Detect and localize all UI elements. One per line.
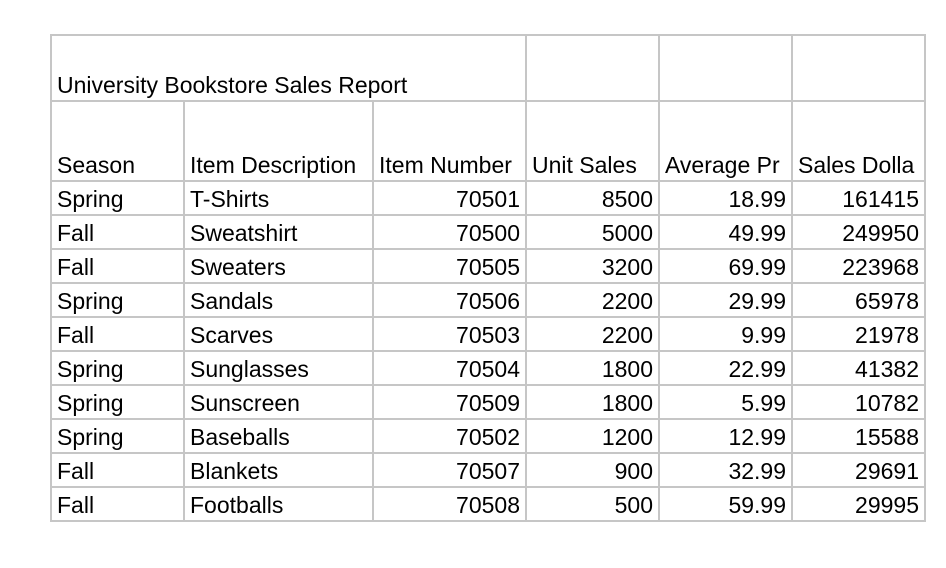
table-row [51,249,925,283]
table-row [51,317,925,351]
title-row [51,35,925,101]
item-description-cell[interactable]: Sunglasses [184,351,373,385]
item-description-cell[interactable]: Sweaters [184,249,373,283]
unit-sales-cell[interactable]: 1200 [526,419,659,453]
item-number-cell[interactable]: 70500 [373,215,526,249]
season-cell[interactable]: Fall [51,215,184,249]
season-cell[interactable]: Spring [51,419,184,453]
header-season[interactable]: Season [51,101,184,181]
unit-sales-cell[interactable]: 1800 [526,385,659,419]
table-row [51,419,925,453]
table-row [51,283,925,317]
item-number-cell[interactable]: 70506 [373,283,526,317]
item-description-cell[interactable]: Baseballs [184,419,373,453]
unit-sales-cell[interactable]: 1800 [526,351,659,385]
unit-sales-cell[interactable]: 3200 [526,249,659,283]
item-number-cell[interactable]: 70509 [373,385,526,419]
season-cell[interactable]: Spring [51,181,184,215]
average-price-cell[interactable]: 49.99 [659,215,792,249]
season-cell[interactable]: Fall [51,453,184,487]
unit-sales-cell[interactable]: 900 [526,453,659,487]
item-description-cell[interactable]: Footballs [184,487,373,521]
item-description-cell[interactable]: Blankets [184,453,373,487]
empty-cell[interactable] [526,35,659,101]
season-cell[interactable]: Fall [51,317,184,351]
item-description-cell[interactable]: Sweatshirt [184,215,373,249]
average-price-cell[interactable]: 12.99 [659,419,792,453]
average-price-cell[interactable]: 59.99 [659,487,792,521]
unit-sales-cell[interactable]: 8500 [526,181,659,215]
sales-dollars-cell[interactable]: 223968 [792,249,925,283]
season-cell[interactable]: Spring [51,385,184,419]
unit-sales-cell[interactable]: 2200 [526,283,659,317]
sales-dollars-cell[interactable]: 65978 [792,283,925,317]
unit-sales-cell[interactable]: 2200 [526,317,659,351]
item-description-cell[interactable]: T-Shirts [184,181,373,215]
table-row [51,351,925,385]
item-number-cell[interactable]: 70505 [373,249,526,283]
unit-sales-cell[interactable]: 500 [526,487,659,521]
item-number-cell[interactable]: 70507 [373,453,526,487]
unit-sales-cell[interactable]: 5000 [526,215,659,249]
table-row [51,453,925,487]
average-price-cell[interactable]: 29.99 [659,283,792,317]
sales-dollars-cell[interactable]: 15588 [792,419,925,453]
average-price-cell[interactable]: 18.99 [659,181,792,215]
season-cell[interactable]: Spring [51,351,184,385]
sales-dollars-cell[interactable]: 10782 [792,385,925,419]
header-item-number[interactable]: Item Number [373,101,526,181]
season-cell[interactable]: Spring [51,283,184,317]
item-description-cell[interactable]: Scarves [184,317,373,351]
header-row [51,101,925,181]
item-description-cell[interactable]: Sunscreen [184,385,373,419]
sales-dollars-cell[interactable]: 21978 [792,317,925,351]
sales-dollars-cell[interactable]: 249950 [792,215,925,249]
season-cell[interactable]: Fall [51,487,184,521]
table-row [51,385,925,419]
item-number-cell[interactable]: 70502 [373,419,526,453]
sales-dollars-cell[interactable]: 29995 [792,487,925,521]
header-unit-sales[interactable]: Unit Sales [526,101,659,181]
average-price-cell[interactable]: 9.99 [659,317,792,351]
average-price-cell[interactable]: 69.99 [659,249,792,283]
item-description-cell[interactable]: Sandals [184,283,373,317]
average-price-cell[interactable]: 32.99 [659,453,792,487]
report-title[interactable]: University Bookstore Sales Report [51,35,526,101]
item-number-cell[interactable]: 70501 [373,181,526,215]
empty-cell[interactable] [792,35,925,101]
sales-dollars-cell[interactable]: 41382 [792,351,925,385]
average-price-cell[interactable]: 5.99 [659,385,792,419]
table-row [51,487,925,521]
header-sales-dollars[interactable]: Sales Dolla [792,101,925,181]
sales-dollars-cell[interactable]: 161415 [792,181,925,215]
item-number-cell[interactable]: 70503 [373,317,526,351]
item-number-cell[interactable]: 70508 [373,487,526,521]
table-row [51,215,925,249]
header-item-description[interactable]: Item Description [184,101,373,181]
table-row [51,181,925,215]
season-cell[interactable]: Fall [51,249,184,283]
empty-cell[interactable] [659,35,792,101]
header-average-price[interactable]: Average Pr [659,101,792,181]
sales-dollars-cell[interactable]: 29691 [792,453,925,487]
item-number-cell[interactable]: 70504 [373,351,526,385]
average-price-cell[interactable]: 22.99 [659,351,792,385]
sales-report-table [50,34,926,522]
